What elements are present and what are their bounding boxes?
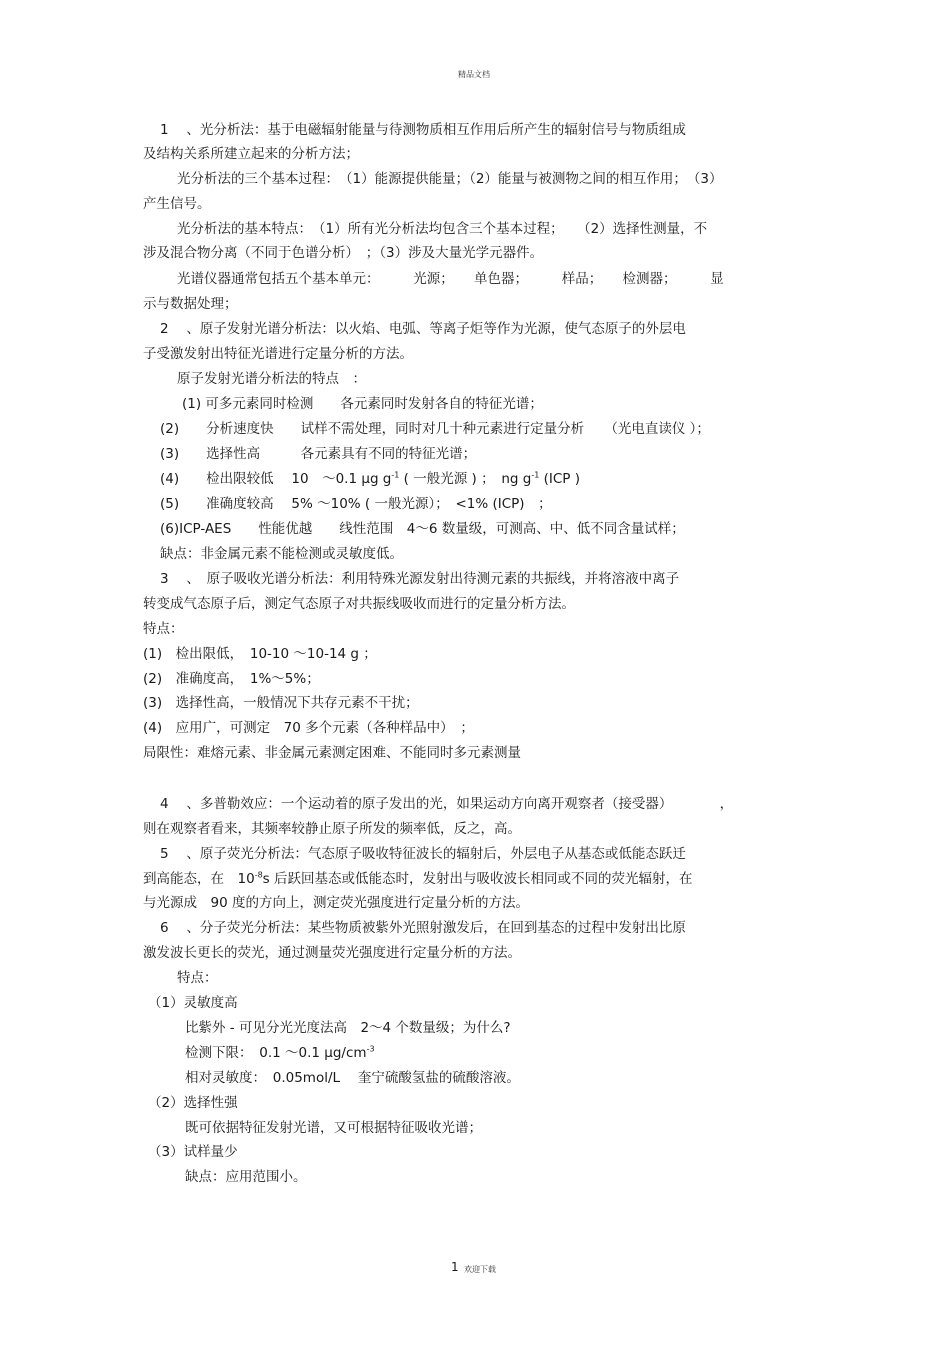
- basic-features-line-1: 光分析法的基本特点： （1）所有光分析法均包含三个基本过程； （2）选择性测量，不: [177, 221, 708, 237]
- mf-feature-1-detail-2-sup: -3: [366, 1044, 375, 1054]
- section-1-line-2: 及结构关系所建立起来的分析方法；: [143, 146, 359, 162]
- section-5-line-1: 5 、原子荧光分析法：气态原子吸收特征波长的辐射后，外层电子从基态或低能态跃迁: [160, 846, 686, 862]
- basic-process-line-1: 光分析法的三个基本过程： （1）能源提供能量；（2）能量与被测物之间的相互作用； （3）: [177, 171, 723, 187]
- section-4-line-2: 则在观察者看来，其频率较静止原子所发的频率低，反之，高。: [143, 821, 521, 837]
- section-5-line-3: 与光源成 90 度的方向上，测定荧光强度进行定量分析的方法。: [143, 895, 529, 911]
- aes-drawback: 缺点：非金属元素不能检测或灵敏度低。: [160, 546, 403, 562]
- mf-feature-3-heading: （3）试样量少: [148, 1144, 238, 1160]
- aas-limitation: 局限性：难熔元素、非金属元素测定困难、不能同时多元素测量: [143, 745, 521, 761]
- page-header: 精品文档: [458, 70, 490, 79]
- mf-feature-2-heading: （2）选择性强: [148, 1095, 238, 1111]
- section-5-line-2-head: 到高能态，在 10: [143, 871, 255, 887]
- aes-feature-2: (2) 分析速度快 试样不需处理，同时对几十种元素进行定量分析 （光电直读仪 ）；: [160, 421, 710, 437]
- aes-feature-6: (6)ICP-AES 性能优越 线性范围 4～6 数量级，可测高、中、低不同含量试样；: [160, 521, 685, 537]
- basic-features-line-2: 涉及混合物分离（不同于色谱分析） ；（3）涉及大量光学元器件。: [143, 245, 544, 261]
- section-1-line-1: 1 、光分析法：基于电磁辐射能量与待测物质相互作用后所产生的辐射信号与物质组成: [160, 122, 686, 138]
- page-number: 1: [451, 1260, 459, 1274]
- aas-feature-4: (4) 应用广，可测定 70 多个元素（各种样品中） ；: [143, 720, 474, 736]
- mf-features-heading: 特点：: [177, 970, 218, 986]
- section-5-line-2-sup: -8: [254, 870, 263, 880]
- aes-feature-4-tail: (ICP ): [543, 471, 580, 487]
- section-5-line-2-tail: s 后跃回基态或低能态时，发射出与吸收波长相同或不同的荧光辐射，在: [262, 871, 693, 887]
- mf-feature-1-detail-2: [185, 1044, 375, 1062]
- aes-feature-5: (5) 准确度较高 5% ～10% ( 一般光源）； <1% (ICP) ；: [160, 496, 552, 512]
- aas-feature-1: (1) 检出限低， 10-10 ～10-14 g ；: [143, 646, 377, 662]
- aes-feature-4-sup-1: -1: [391, 470, 400, 480]
- section-2-line-1: 2 、原子发射光谱分析法：以火焰、电弧、等离子炬等作为光源，使气态原子的外层电: [160, 321, 686, 337]
- aas-feature-2: (2) 准确度高， 1%～5%；: [143, 671, 320, 687]
- aas-features-heading: 特点：: [143, 621, 184, 637]
- aes-feature-1: (1) 可多元素同时检测 各元素同时发射各自的特征光谱；: [182, 396, 543, 412]
- instrument-units-line-1: 光谱仪器通常包括五个基本单元： 光源； 单色器； 样品； 检测器； 显: [177, 271, 724, 287]
- mf-feature-1-detail-3: 相对灵敏度： 0.05mol/L 奎宁硫酸氢盐的硫酸溶液。: [185, 1070, 520, 1086]
- aes-feature-4-mid: ( 一般光源 ) ； ng g: [403, 471, 532, 487]
- mf-feature-2-detail: 既可依据特征发射光谱，又可根据特征吸收光谱；: [185, 1120, 482, 1136]
- instrument-units-line-2: 示与数据处理；: [143, 296, 238, 312]
- section-4-line-1: 4 、多普勒效应：一个运动着的原子发出的光，如果运动方向离开观察者（接受器） ，: [160, 796, 734, 812]
- aes-feature-4-sup-2: -1: [531, 470, 540, 480]
- section-2-line-2: 子受激发射出特征光谱进行定量分析的方法。: [143, 346, 413, 362]
- basic-process-line-2: 产生信号。: [143, 196, 211, 212]
- aes-features-heading: 原子发射光谱分析法的特点 ：: [177, 371, 366, 387]
- aes-feature-4-main: (4) 检出限较低 10 ～0.1 μg g: [160, 471, 392, 487]
- page-footer: 欢迎下载: [464, 1265, 496, 1274]
- mf-feature-1-detail-2-text: 检测下限： 0.1 ～0.1 μg/cm: [185, 1045, 367, 1061]
- section-6-line-1: 6 、分子荧光分析法：某些物质被紫外光照射激发后，在回到基态的过程中发射出比原: [160, 920, 686, 936]
- mf-feature-1-detail-1: 比紫外 - 可见分光光度法高 2～4 个数量级；为什么?: [185, 1020, 511, 1036]
- section-6-line-2: 激发波长更长的荧光，通过测量荧光强度进行定量分析的方法。: [143, 945, 521, 961]
- aes-feature-3: (3) 选择性高 各元素具有不同的特征光谱；: [160, 446, 477, 462]
- mf-drawback: 缺点：应用范围小。: [185, 1169, 307, 1185]
- section-5-line-2: [143, 870, 693, 888]
- aas-feature-3: (3) 选择性高，一般情况下共存元素不干扰；: [143, 695, 419, 711]
- mf-feature-1-heading: （1）灵敏度高: [148, 995, 238, 1011]
- section-3-line-1: 3 、 原子吸收光谱分析法：利用特殊光源发射出待测元素的共振线，并将溶液中离子: [160, 571, 680, 587]
- aes-feature-4: [160, 470, 580, 488]
- section-3-line-2: 转变成气态原子后，测定气态原子对共振线吸收而进行的定量分析方法。: [143, 596, 575, 612]
